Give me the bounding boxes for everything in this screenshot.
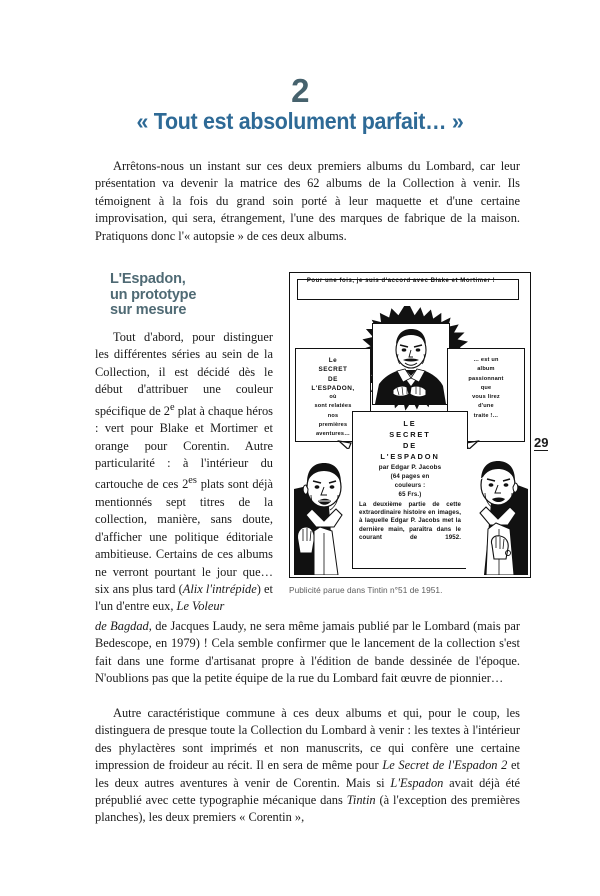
section-subheading <box>110 272 270 319</box>
left-balloon-line-8: premières <box>318 422 348 429</box>
subheading-line-1: L'Espadon, <box>110 271 186 287</box>
chapter-title: « Tout est absolument parfait… » <box>136 108 464 134</box>
subheading-line-2: un prototype <box>110 286 197 303</box>
chapter-number: 2 <box>291 72 309 109</box>
subheading-line-3: sur mesure <box>110 302 187 318</box>
character-right <box>466 449 528 575</box>
left-balloon-line-1: Le <box>328 357 338 364</box>
intro-paragraph: Arrêtons-nous un instant sur ces deux premiers albums du Lombard, car leur présentation va devenir la matrice des 62 albums de la Collection à venir. Ils témoignent à la fois du grand soin porté à leur maquette et d'une certaine improvisation, qui sera, étrangement, l'une des marques de fabrique de la maison. Pratiquons donc l'« autopsie » de ces deux albums. <box>95 159 520 243</box>
ad-top-balloon-text: Pour une fois, je suis d'accord avec Blake et Mortimer ! <box>306 278 496 284</box>
left-balloon-line-4: L'ESPADON, <box>311 384 355 392</box>
center-panel-body: La deuxième partie de cette extraordinaire histoire en images, à laquelle Edgar P. Jacobs met la dernière main, paraîtra dans le courant de 1952. <box>359 501 461 541</box>
center-panel-colors: couleurs : <box>394 482 426 489</box>
center-panel-title-2: SECRET <box>389 430 431 439</box>
figure-caption: Publicité parue dans Tintin n°51 de 1951. <box>289 585 443 595</box>
character-right-icon <box>466 449 528 575</box>
left-balloon-line-2: SECRET <box>318 366 348 374</box>
right-balloon-line-3: passionnant <box>468 375 504 382</box>
figure-frame <box>289 272 531 578</box>
center-panel-title-3: DE <box>402 441 418 450</box>
left-balloon-line-3: DE <box>328 375 338 383</box>
character-left <box>294 449 352 575</box>
figure-advertisement <box>289 272 529 576</box>
center-panel-title-1: LE <box>403 419 417 428</box>
center-panel-price: 65 Frs.) <box>398 491 422 498</box>
right-balloon-line-1: … est un <box>473 357 499 363</box>
left-balloon-line-6: sont relatées <box>314 403 352 410</box>
left-balloon-line-9: aventures… <box>315 431 351 438</box>
right-balloon-line-5: vous lirez <box>472 394 500 401</box>
left-balloon-line-7: nos <box>327 412 339 419</box>
body-paragraph-continuation: de Bagdad, de Jacques Laudy, ne sera même jamais publié par le Lombard (mais par Bedescope, en 1979) ! Cela semble confirmer que le lancement de la collection s'est fait dans une forme d'artisanat propre à l'édition de bande dessinée de l'époque. N'oublions pas que la petite équipe de la rue du Lombard fait œuvre de pionnier… <box>95 619 520 686</box>
center-panel-title-4: L'ESPADON <box>380 452 440 461</box>
center-panel-author: par Edgar P. Jacobs <box>378 464 442 471</box>
right-balloon-line-4: que <box>480 384 492 391</box>
page-number: 29 <box>534 435 549 450</box>
villain-portrait-panel <box>372 323 450 405</box>
left-column-paragraph: Tout d'abord, pour distinguer les différentes séries au sein de la Collection, il est décidé dès le début d'attribuer une couleur spécifique de 2e plat à chaque héros : vert pour Blake et Mortimer et orange pour Corentin. Autre particularité : à l'intérieur du cartouche de ces $2^{es}$ plats sont déjà mentionnés sept titres de la collection, manière, sans doute, d'afficher une politique éditoriale ambitieuse. Certains de ces albums ne verront pourtant le jour que… six ans plus tard (Alix l'intrépide) et l'un d'entre eux, Le Voleur <box>95 330 274 614</box>
right-balloon-line-2: album <box>477 366 495 373</box>
ad-center-panel <box>352 411 468 569</box>
character-left-icon <box>294 449 352 575</box>
right-balloon-line-7: traite !… <box>473 412 499 419</box>
right-balloon-line-6: d'une <box>478 403 494 410</box>
center-panel-pages: (64 pages en <box>390 473 430 480</box>
body-paragraph-final: Autre caractéristique commune à ces deux albums et qui, pour le coup, les distinguera de presque toute la Collection du Lombard à venir : les textes à l'intérieur des phylactères sont imprimés et non manuscrits, ce qui confère une certaine impression de froideur au récit. Il en sera de même pour Le Secret de l'Espadon 2 et les deux autres aventures à venir de Corentin. Mais si L'Espadon avait déjà été prépublié avec cette typographie mécanique dans Tintin (à l'exception des premières planches), les deux premiers « Corentin », <box>95 706 521 825</box>
left-balloon-line-5: où <box>329 394 337 401</box>
villain-portrait-icon <box>373 324 449 404</box>
